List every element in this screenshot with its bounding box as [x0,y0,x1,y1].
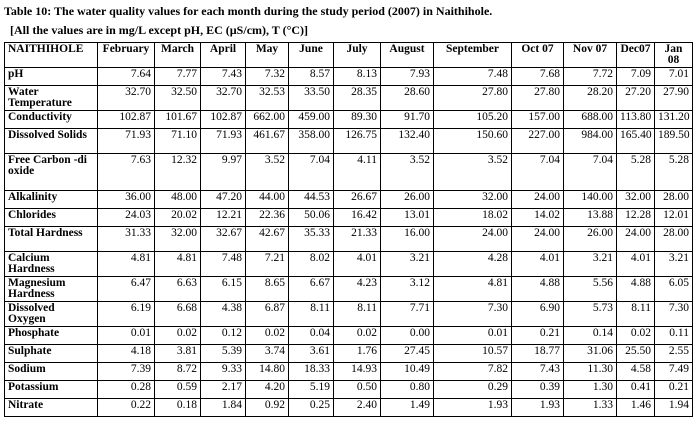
value-cell: 1.93 [434,399,512,417]
value-cell: 0.50 [334,381,381,399]
value-cell: 7.30 [434,302,512,327]
value-cell: 7.32 [246,68,289,86]
value-cell: 0.02 [155,327,201,345]
header-row [5,43,693,68]
value-cell: 0.80 [381,381,434,399]
value-cell: 1.93 [512,399,564,417]
row-label: Sodium [5,363,98,381]
value-cell: 0.39 [512,381,564,399]
value-cell: 5.28 [617,154,655,191]
table-body [5,68,693,417]
value-cell: 8.02 [289,252,334,277]
value-cell: 3.52 [381,154,434,191]
column-header: May [246,43,289,68]
value-cell: 42.67 [246,227,289,252]
units-note: [All the values are in mg/L except pH, EC (µS/cm), T (°C)] [10,23,309,37]
value-cell: 7.21 [246,252,289,277]
value-cell: 47.20 [201,191,246,209]
value-cell: 984.00 [564,129,617,154]
row-label: Sulphate [5,345,98,363]
value-cell: 32.53 [246,86,289,111]
value-cell: 0.18 [155,399,201,417]
value-cell: 1.94 [655,399,693,417]
value-cell: 8.11 [617,302,655,327]
value-cell: 0.00 [381,327,434,345]
value-cell: 4.01 [512,252,564,277]
value-cell: 8.65 [246,277,289,302]
value-cell: 1.49 [381,399,434,417]
value-cell: 14.02 [512,209,564,227]
column-header: September [434,43,512,68]
value-cell: 71.93 [98,129,155,154]
value-cell: 3.81 [155,345,201,363]
value-cell: 36.00 [98,191,155,209]
value-cell: 10.49 [381,363,434,381]
value-cell: 28.00 [655,227,693,252]
row-label: pH [5,68,98,86]
value-cell: 27.45 [381,345,434,363]
value-cell: 0.04 [289,327,334,345]
value-cell: 1.84 [201,399,246,417]
value-cell: 0.21 [512,327,564,345]
value-cell: 6.68 [155,302,201,327]
value-cell: 32.00 [617,191,655,209]
value-cell: 7.30 [655,302,693,327]
column-header: Nov 07 [564,43,617,68]
value-cell: 3.74 [246,345,289,363]
value-cell: 4.28 [434,252,512,277]
value-cell: 44.53 [289,191,334,209]
value-cell: 3.21 [655,252,693,277]
row-label: Chlorides [5,209,98,227]
column-header: Jan 08 [655,43,693,68]
value-cell: 3.52 [246,154,289,191]
value-cell: 126.75 [334,129,381,154]
value-cell: 5.39 [201,345,246,363]
value-cell: 7.93 [381,68,434,86]
value-cell: 10.57 [434,345,512,363]
value-cell: 101.67 [155,111,201,129]
value-cell: 20.02 [155,209,201,227]
value-cell: 227.00 [512,129,564,154]
value-cell: 44.00 [246,191,289,209]
value-cell: 0.59 [155,381,201,399]
value-cell: 4.58 [617,363,655,381]
value-cell: 28.35 [334,86,381,111]
value-cell: 12.21 [201,209,246,227]
column-header: July [334,43,381,68]
value-cell: 16.42 [334,209,381,227]
value-cell: 688.00 [564,111,617,129]
table-row [5,68,693,86]
value-cell: 27.80 [512,86,564,111]
value-cell: 4.01 [617,252,655,277]
value-cell: 5.56 [564,277,617,302]
row-label: Dissolved Oxygen [5,302,98,327]
value-cell: 16.00 [381,227,434,252]
value-cell: 4.88 [512,277,564,302]
value-cell: 31.06 [564,345,617,363]
value-cell: 0.41 [617,381,655,399]
value-cell: 32.67 [201,227,246,252]
value-cell: 33.50 [289,86,334,111]
value-cell: 4.81 [98,252,155,277]
value-cell: 71.93 [201,129,246,154]
table-row [5,129,693,154]
value-cell: 26.00 [381,191,434,209]
value-cell: 8.57 [289,68,334,86]
table-row [5,111,693,129]
value-cell: 8.11 [289,302,334,327]
value-cell: 459.00 [289,111,334,129]
value-cell: 27.90 [655,86,693,111]
row-label: Phosphate [5,327,98,345]
value-cell: 1.33 [564,399,617,417]
table-row [5,154,693,191]
value-cell: 8.13 [334,68,381,86]
value-cell: 1.30 [564,381,617,399]
value-cell: 48.00 [155,191,201,209]
value-cell: 7.49 [655,363,693,381]
value-cell: 662.00 [246,111,289,129]
table-row [5,302,693,327]
value-cell: 8.72 [155,363,201,381]
column-header: Oct 07 [512,43,564,68]
column-header: February [98,43,155,68]
value-cell: 35.33 [289,227,334,252]
value-cell: 8.11 [334,302,381,327]
value-cell: 4.01 [334,252,381,277]
value-cell: 4.20 [246,381,289,399]
value-cell: 461.67 [246,129,289,154]
value-cell: 25.50 [617,345,655,363]
value-cell: 7.04 [564,154,617,191]
value-cell: 18.77 [512,345,564,363]
value-cell: 102.87 [201,111,246,129]
value-cell: 6.05 [655,277,693,302]
value-cell: 7.43 [512,363,564,381]
value-cell: 14.93 [334,363,381,381]
value-cell: 12.28 [617,209,655,227]
value-cell: 113.80 [617,111,655,129]
value-cell: 32.70 [201,86,246,111]
value-cell: 50.06 [289,209,334,227]
value-cell: 22.36 [246,209,289,227]
value-cell: 131.20 [655,111,693,129]
value-cell: 32.00 [434,191,512,209]
value-cell: 24.00 [512,227,564,252]
value-cell: 2.55 [655,345,693,363]
value-cell: 7.71 [381,302,434,327]
value-cell: 91.70 [381,111,434,129]
value-cell: 105.20 [434,111,512,129]
table-row [5,327,693,345]
row-label: Nitrate [5,399,98,417]
value-cell: 0.02 [334,327,381,345]
value-cell: 6.90 [512,302,564,327]
value-cell: 3.21 [564,252,617,277]
value-cell: 0.25 [289,399,334,417]
value-cell: 5.28 [655,154,693,191]
value-cell: 7.04 [512,154,564,191]
value-cell: 7.04 [289,154,334,191]
table-row [5,252,693,277]
value-cell: 2.40 [334,399,381,417]
value-cell: 18.02 [434,209,512,227]
value-cell: 7.01 [655,68,693,86]
value-cell: 3.21 [381,252,434,277]
value-cell: 3.52 [434,154,512,191]
value-cell: 6.67 [289,277,334,302]
value-cell: 132.40 [381,129,434,154]
column-header: June [289,43,334,68]
value-cell: 14.80 [246,363,289,381]
value-cell: 1.46 [617,399,655,417]
value-cell: 7.09 [617,68,655,86]
column-header: NAITHIHOLE [5,43,98,68]
value-cell: 102.87 [98,111,155,129]
value-cell: 7.43 [201,68,246,86]
value-cell: 9.97 [201,154,246,191]
value-cell: 0.21 [655,381,693,399]
value-cell: 0.02 [246,327,289,345]
value-cell: 11.30 [564,363,617,381]
value-cell: 5.73 [564,302,617,327]
table-row [5,363,693,381]
value-cell: 18.33 [289,363,334,381]
value-cell: 6.15 [201,277,246,302]
table-row [5,191,693,209]
value-cell: 0.28 [98,381,155,399]
value-cell: 6.19 [98,302,155,327]
value-cell: 9.33 [201,363,246,381]
value-cell: 1.76 [334,345,381,363]
value-cell: 27.80 [434,86,512,111]
value-cell: 7.64 [98,68,155,86]
value-cell: 28.20 [564,86,617,111]
value-cell: 4.18 [98,345,155,363]
value-cell: 13.01 [381,209,434,227]
value-cell: 5.19 [289,381,334,399]
value-cell: 32.70 [98,86,155,111]
table-row [5,277,693,302]
table-row [5,227,693,252]
value-cell: 0.01 [434,327,512,345]
value-cell: 7.77 [155,68,201,86]
value-cell: 3.61 [289,345,334,363]
column-header: August [381,43,434,68]
row-label: Magnesium Hardness [5,277,98,302]
value-cell: 26.67 [334,191,381,209]
row-label: Water Temperature [5,86,98,111]
value-cell: 6.87 [246,302,289,327]
value-cell: 0.01 [98,327,155,345]
column-header: Dec07 [617,43,655,68]
value-cell: 0.14 [564,327,617,345]
value-cell: 7.82 [434,363,512,381]
value-cell: 31.33 [98,227,155,252]
value-cell: 24.00 [617,227,655,252]
row-label: Calcium Hardness [5,252,98,277]
value-cell: 12.01 [655,209,693,227]
row-label: Conductivity [5,111,98,129]
value-cell: 13.88 [564,209,617,227]
value-cell: 2.17 [201,381,246,399]
value-cell: 150.60 [434,129,512,154]
value-cell: 12.32 [155,154,201,191]
value-cell: 21.33 [334,227,381,252]
value-cell: 0.29 [434,381,512,399]
value-cell: 24.03 [98,209,155,227]
value-cell: 28.00 [655,191,693,209]
column-header: April [201,43,246,68]
table-row [5,345,693,363]
value-cell: 89.30 [334,111,381,129]
value-cell: 7.63 [98,154,155,191]
value-cell: 7.48 [201,252,246,277]
column-header: March [155,43,201,68]
value-cell: 189.50 [655,129,693,154]
value-cell: 7.68 [512,68,564,86]
value-cell: 6.63 [155,277,201,302]
row-label: Total Hardness [5,227,98,252]
table-caption: Table 10: The water quality values for each month during the study period (2007) in Naithihole. [4,4,493,18]
value-cell: 3.12 [381,277,434,302]
value-cell: 27.20 [617,86,655,111]
table-row [5,86,693,111]
value-cell: 28.60 [381,86,434,111]
value-cell: 7.48 [434,68,512,86]
water-quality-table [4,42,693,417]
value-cell: 32.00 [155,227,201,252]
value-cell: 26.00 [564,227,617,252]
value-cell: 165.40 [617,129,655,154]
value-cell: 0.11 [655,327,693,345]
value-cell: 4.11 [334,154,381,191]
value-cell: 71.10 [155,129,201,154]
value-cell: 6.47 [98,277,155,302]
value-cell: 0.02 [617,327,655,345]
value-cell: 7.72 [564,68,617,86]
value-cell: 0.22 [98,399,155,417]
table-row [5,381,693,399]
row-label: Dissolved Solids [5,129,98,154]
value-cell: 0.92 [246,399,289,417]
value-cell: 4.23 [334,277,381,302]
value-cell: 157.00 [512,111,564,129]
value-cell: 4.81 [434,277,512,302]
table-row [5,399,693,417]
row-label: Alkalinity [5,191,98,209]
value-cell: 24.00 [512,191,564,209]
value-cell: 24.00 [434,227,512,252]
value-cell: 0.12 [201,327,246,345]
value-cell: 4.81 [155,252,201,277]
value-cell: 7.39 [98,363,155,381]
table-row [5,209,693,227]
value-cell: 140.00 [564,191,617,209]
row-label: Free Carbon -di oxide [5,154,98,191]
value-cell: 4.38 [201,302,246,327]
value-cell: 32.50 [155,86,201,111]
row-label: Potassium [5,381,98,399]
value-cell: 358.00 [289,129,334,154]
value-cell: 4.88 [617,277,655,302]
